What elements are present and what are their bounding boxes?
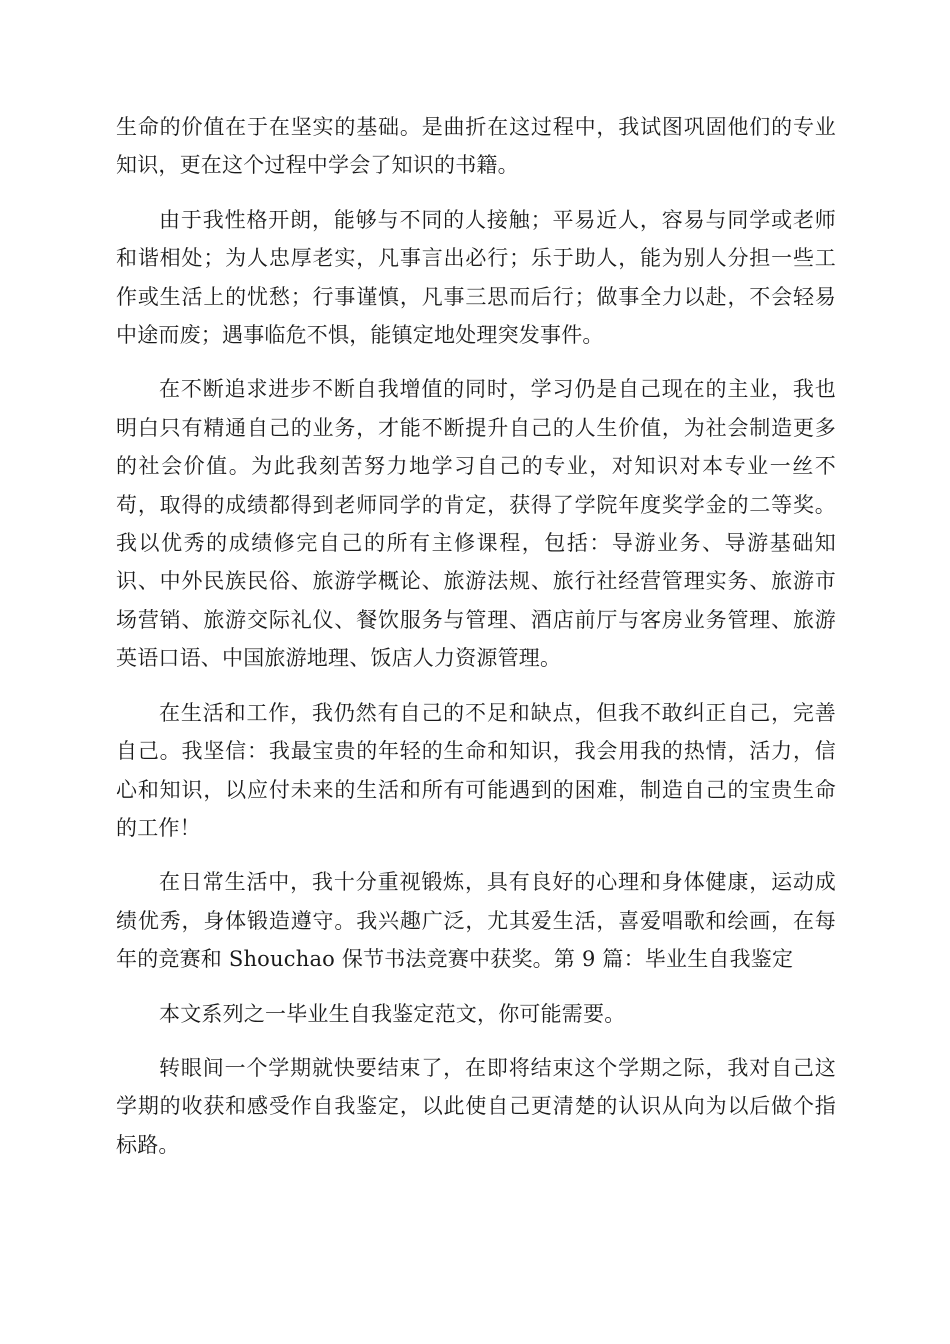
paragraph-4: 在生活和工作，我仍然有自己的不足和缺点，但我不敢纠正自己，完善自己。我坚信：我最宝贵的年轻的生命和知识，我会用我的热情，活力，信心和知识，以应付未来的生活和所有可能遇到的困难，制造自己的宝贵生命的工作！ bbox=[116, 700, 836, 840]
document-body bbox=[116, 108, 836, 1180]
paragraph-6: 本文系列之一毕业生自我鉴定范文，你可能需要。 bbox=[159, 1001, 626, 1026]
paragraph-1: 生命的价值在于在坚实的基础。是曲折在这过程中，我试图巩固他们的专业知识，更在这个过程中学会了知识的书籍。 bbox=[116, 115, 836, 178]
paragraph-7: 转眼间一个学期就快要结束了，在即将结束这个学期之际，我对自己这学期的收获和感受作自我鉴定，以此使自己更清楚的认识从向为以后做个指标路。 bbox=[116, 1055, 836, 1157]
paragraph-5: 在日常生活中，我十分重视锻炼，具有良好的心理和身体健康，运动成绩优秀，身体锻造遵守。我兴趣广泛，尤其爱生活，喜爱唱歌和绘画，在每年的竞赛和 Shouchao 保节书法竞赛中获奖。第 9 篇：毕业生自我鉴定 bbox=[116, 870, 836, 972]
paragraph-2: 由于我性格开朗，能够与不同的人接触；平易近人，容易与同学或老师和谐相处；为人忠厚老实，凡事言出必行；乐于助人，能为别人分担一些工作或生活上的忧愁；行事谨慎，凡事三思而后行；做事全力以赴，不会轻易中途而废；遇事临危不惧，能镇定地处理突发事件。 bbox=[116, 207, 836, 348]
paragraph-3: 在不断追求进步不断自我增值的同时，学习仍是自己现在的主业，我也明白只有精通自己的业务，才能不断提升自己的人生价值，为社会制造更多的社会价值。为此我刻苦努力地学习自己的专业，对知识对本专业一丝不苟，取得的成绩都得到老师同学的肯定，获得了学院年度奖学金的二等奖。我以优秀的成绩修完自己的所有主修课程，包括：导游业务、导游基础知识、中外民族民俗、旅游学概论、旅游法规、旅行社经营管理实务、旅游市场营销、旅游交际礼仪、餐饮服务与管理、酒店前厅与客房业务管理、旅游英语口语、中国旅游地理、饭店人力资源管理。 bbox=[116, 377, 836, 671]
